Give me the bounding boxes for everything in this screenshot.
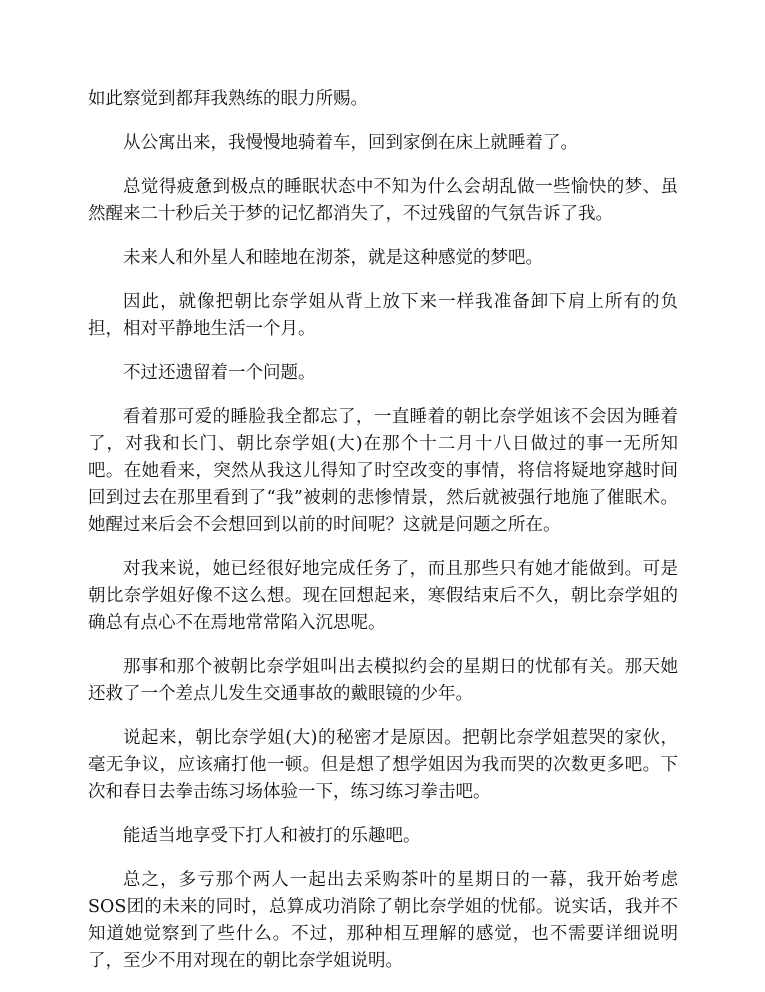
paragraph: 总之，多亏那个两人一起出去采购茶叶的星期日的一幕，我开始考虑SOS团的未来的同时，总算成功消除了朝比奈学姐的忧郁。说实话，我并不知道她觉察到了些什么。不过，那种相互理解的感觉，也不需要详细说明了，至少不用对现在的朝比奈学姐说明。: [88, 870, 678, 971]
paragraph: 能适当地享受下打人和被打的乐趣吧。: [123, 826, 421, 846]
paragraph: 从公寓出来，我慢慢地骑着车，回到家倒在床上就睡着了。: [123, 133, 578, 153]
document-body: [88, 86, 678, 992]
paragraph: 说起来，朝比奈学姐(大)的秘密才是原因。把朝比奈学姐惹哭的家伙，毫无争议，应该痛打他一顿。但是想了想学姐因为我而哭的次数更多吧。下次和春日去拳击练习场体验一下，练习练习拳击吧。: [88, 728, 678, 802]
paragraph: 未来人和外星人和睦地在沏茶，就是这种感觉的梦吧。: [123, 248, 543, 268]
paragraph: 不过还遗留着一个问题。: [123, 363, 316, 383]
paragraph: 总觉得疲惫到极点的睡眠状态中不知为什么会胡乱做一些愉快的梦、虽然醒来二十秒后关于梦的记忆都消失了，不过残留的气氛告诉了我。: [88, 177, 678, 224]
paragraph: 因此，就像把朝比奈学姐从背上放下来一样我准备卸下肩上所有的负担，相对平静地生活一个月。: [88, 292, 678, 339]
paragraph: 那事和那个被朝比奈学姐叫出去模拟约会的星期日的忧郁有关。那天她还救了一个差点儿发生交通事故的戴眼镜的少年。: [88, 657, 678, 704]
paragraph: 如此察觉到都拜我熟练的眼力所赐。: [88, 89, 368, 109]
paragraph: 对我来说，她已经很好地完成任务了，而且那些只有她才能做到。可是朝比奈学姐好像不这么想。现在回想起来，寒假结束后不久，朝比奈学姐的确总有点心不在焉地常常陷入沉思呢。: [88, 559, 678, 633]
paragraph: 看着那可爱的睡脸我全都忘了，一直睡着的朝比奈学姐该不会因为睡着了，对我和长门、朝比奈学姐(大)在那个十二月十八日做过的事一无所知吧。在她看来，突然从我这儿得知了时空改变的事情，将信将疑地穿越时间回到过去在那里看到了“我”被刺的悲惨情景，然后就被强行地施了催眠术。她醒过来后会不会想回到以前的时间呢？这就是问题之所在。: [88, 407, 678, 535]
